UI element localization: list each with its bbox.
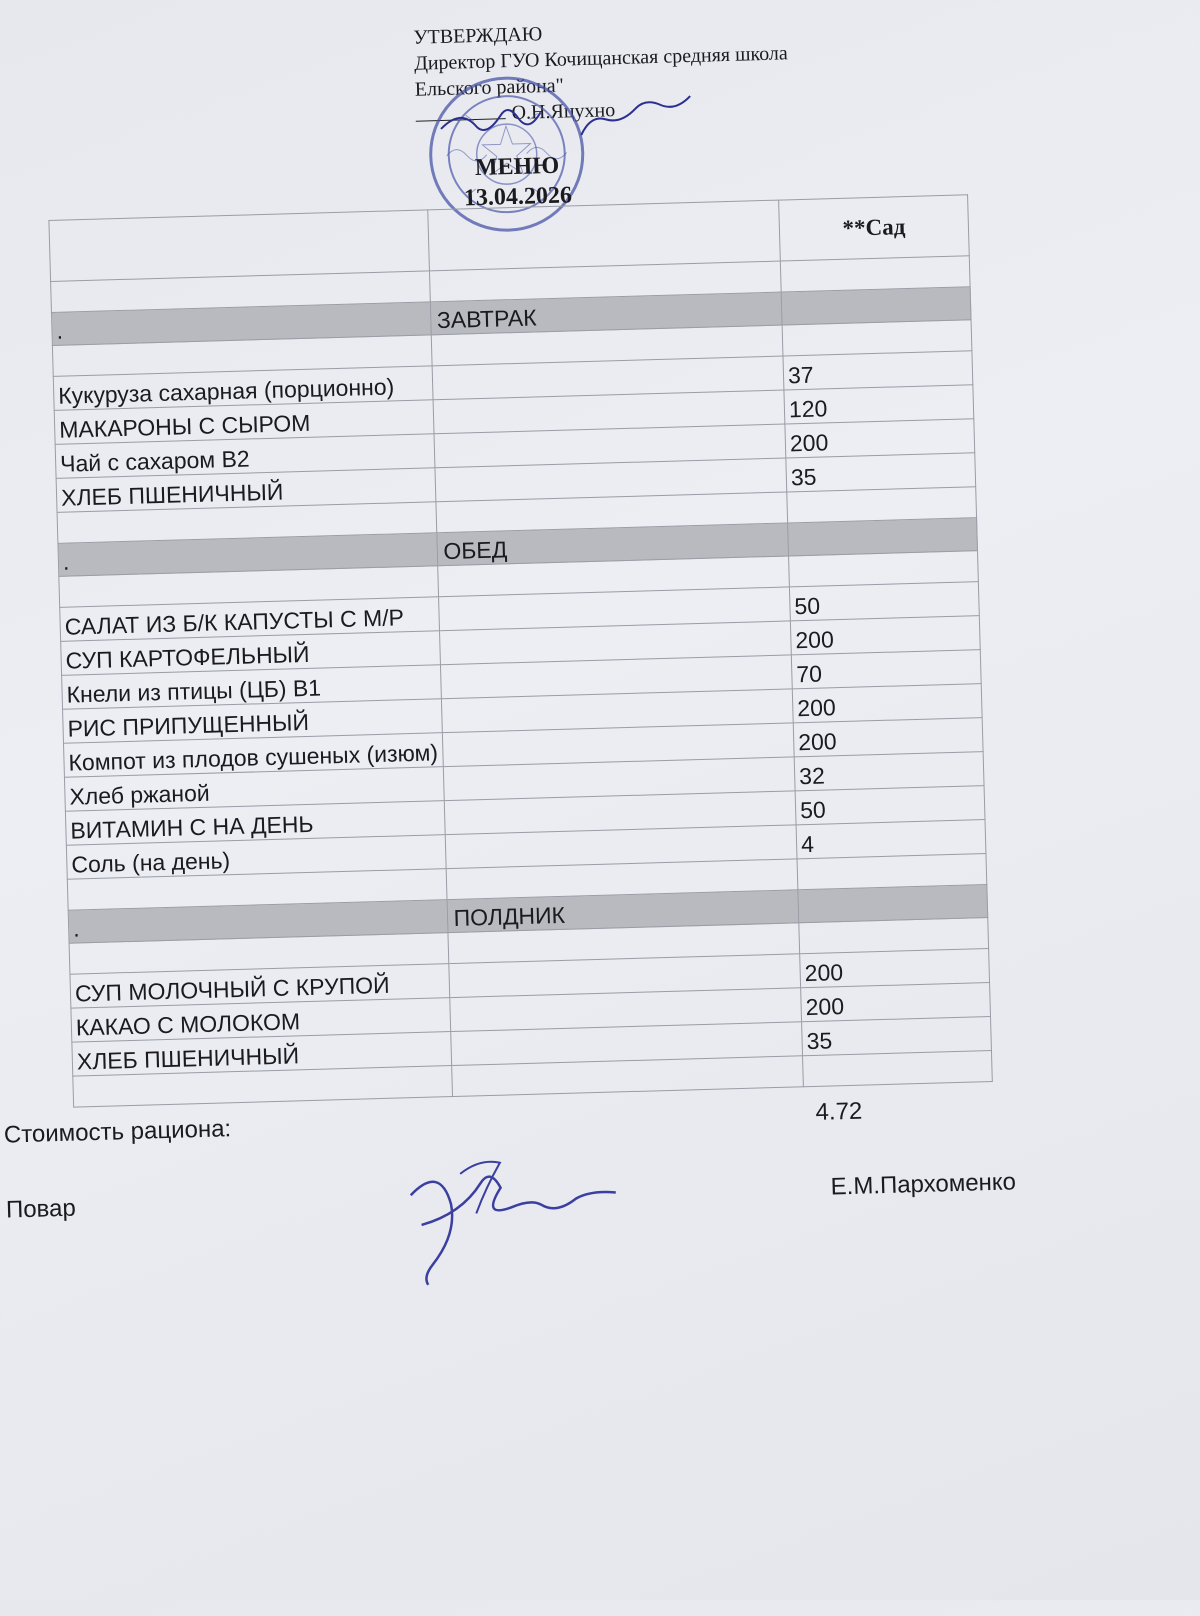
section-marker: .: [58, 533, 437, 577]
dish-name: РИС ПРИПУЩЕННЫЙ: [63, 699, 442, 744]
dish-weight: 4: [796, 820, 986, 859]
district-line: Ельского района": [414, 74, 565, 101]
dish-name: КАКАО С МОЛОКОМ: [71, 998, 450, 1043]
section-marker: .: [68, 900, 447, 944]
column-header: **Сад: [779, 195, 970, 261]
cook-signature-icon: [380, 1149, 624, 1296]
dish-weight: 50: [795, 786, 985, 825]
dish-name: МАКАРОНЫ С СЫРОМ: [54, 400, 433, 445]
dish-name: ХЛЕБ ПШЕНИЧНЫЙ: [72, 1032, 451, 1077]
dish-name: Компот из плодов сушеных (изюм): [64, 733, 443, 778]
cook-label: Повар: [5, 1194, 77, 1224]
dish-weight: 50: [789, 582, 979, 621]
director-line: Директор ГУО Кочищанская средняя школа: [413, 42, 789, 75]
dish-name: ХЛЕБ ПШЕНИЧНЫЙ: [56, 468, 435, 513]
section-marker: .: [51, 302, 430, 346]
dish-name: ВИТАМИН С НА ДЕНЬ: [65, 801, 444, 846]
dish-weight: 32: [794, 752, 984, 791]
cost-value: 4.72: [815, 1097, 863, 1126]
dish-weight: 200: [790, 616, 980, 655]
dish-weight: 35: [802, 1016, 992, 1055]
menu-table: [48, 194, 992, 1107]
dish-weight: 37: [783, 351, 973, 390]
director-name: О.Н.Яцухно: [511, 99, 616, 125]
dish-weight: 70: [791, 650, 981, 689]
section-name: ЗАВТРАК: [430, 292, 782, 335]
approve-heading: УТВЕРЖДАЮ: [413, 23, 543, 49]
dish-weight: 200: [801, 983, 991, 1022]
dish-name: Хлеб ржаной: [64, 767, 443, 812]
dish-name: Чай с сахаром В2: [55, 434, 434, 479]
dish-weight: 35: [786, 453, 976, 492]
dish-weight: 200: [800, 949, 990, 988]
page-title: МЕНЮ: [474, 152, 560, 182]
section-name: ПОЛДНИК: [447, 890, 799, 933]
dish-weight: 200: [792, 684, 982, 723]
menu-date: 13.04.2026: [463, 182, 573, 212]
dish-name: Кнели из птицы (ЦБ) В1: [62, 665, 441, 710]
dish-name: Соль (на день): [66, 835, 445, 880]
dish-weight: 200: [793, 718, 983, 757]
cost-label: Стоимость рациона:: [3, 1115, 232, 1149]
dish-weight: 200: [785, 419, 975, 458]
dish-name: СУП МОЛОЧНЫЙ С КРУПОЙ: [70, 964, 449, 1009]
cook-name: Е.М.Пархоменко: [830, 1168, 1017, 1201]
dish-name: Кукуруза сахарная (порционно): [53, 366, 432, 411]
dish-name: САЛАТ ИЗ Б/К КАПУСТЫ С М/Р: [60, 597, 439, 642]
dish-weight: 120: [784, 385, 974, 424]
section-name: ОБЕД: [436, 523, 788, 566]
dish-name: СУП КАРТОФЕЛЬНЫЙ: [61, 631, 440, 676]
